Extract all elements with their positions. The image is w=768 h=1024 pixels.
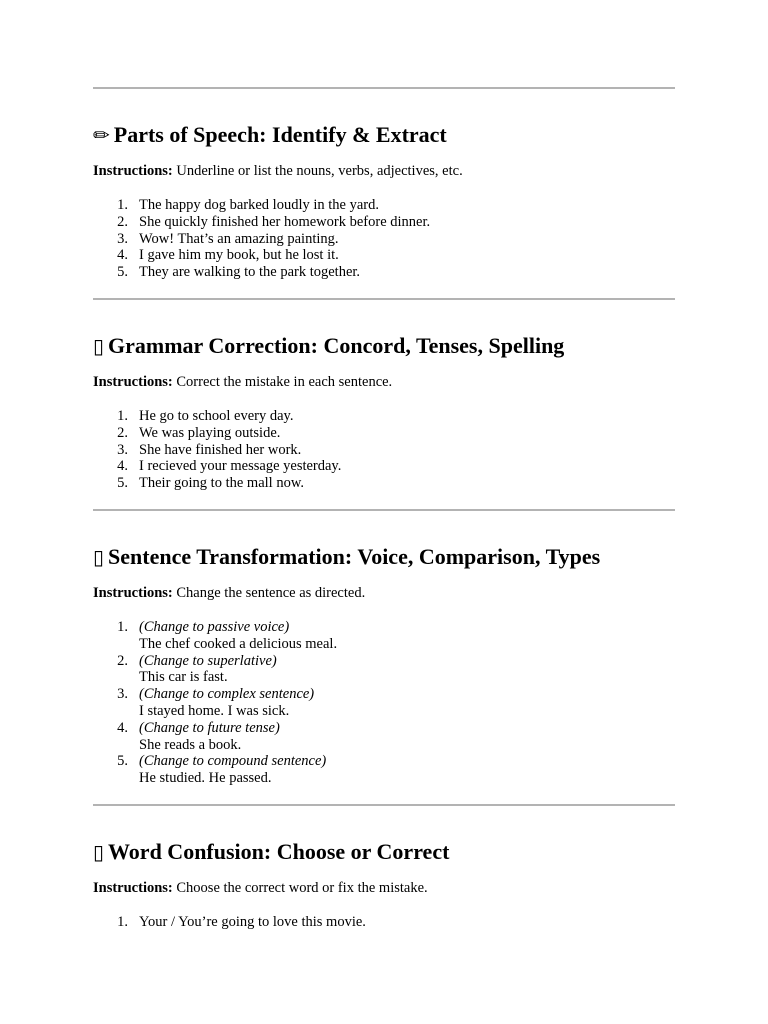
exercise-list	[93, 197, 675, 281]
item-number: 2.	[117, 652, 128, 669]
item-text: Your / You’re going to love this movie.	[139, 913, 366, 930]
section-title-text: Grammar Correction: Concord, Tenses, Spelling	[108, 332, 565, 358]
list-item	[93, 475, 675, 492]
section-instructions	[93, 374, 675, 391]
item-direction: (Change to passive voice)	[139, 618, 290, 635]
list-item	[93, 214, 675, 231]
item-direction: (Change to compound sentence)	[139, 753, 327, 770]
list-item	[93, 653, 675, 687]
item-text: I gave him my book, but he lost it.	[139, 247, 339, 264]
list-item	[93, 197, 675, 214]
placeholder-box-icon: ▯	[93, 841, 105, 864]
section-instructions	[93, 163, 675, 180]
section-title-text: Sentence Transformation: Voice, Comparison, Types	[108, 543, 601, 569]
exercise-list	[93, 408, 675, 492]
item-number: 4.	[117, 247, 128, 264]
section-parts-of-speech	[93, 122, 675, 281]
section-divider	[93, 87, 675, 89]
instructions-text: Correct the mistake in each sentence.	[176, 373, 393, 390]
list-item	[93, 442, 675, 459]
item-number: 5.	[117, 475, 128, 492]
item-text: Their going to the mall now.	[139, 475, 304, 492]
item-number: 4.	[117, 719, 128, 736]
list-item	[93, 458, 675, 475]
item-text: He go to school every day.	[139, 407, 294, 424]
item-text: She quickly finished her homework before dinner.	[139, 213, 431, 230]
worksheet-content	[93, 87, 675, 931]
item-text: Wow! That’s an amazing painting.	[139, 230, 339, 247]
item-number: 1.	[117, 197, 128, 213]
list-item	[93, 264, 675, 281]
section-title	[93, 122, 675, 149]
instructions-text: Choose the correct word or fix the mistake.	[176, 879, 428, 896]
section-title	[93, 839, 675, 866]
item-text: I stayed home. I was sick.	[139, 702, 290, 719]
list-item	[93, 247, 675, 264]
item-number: 3.	[117, 686, 128, 703]
section-sentence-transformation	[93, 544, 675, 787]
item-number: 2.	[117, 213, 128, 230]
item-number: 2.	[117, 424, 128, 441]
item-text: She have finished her work.	[139, 441, 302, 458]
item-text: The chef cooked a delicious meal.	[139, 635, 338, 652]
exercise-list	[93, 914, 675, 931]
placeholder-box-icon: ▯	[93, 546, 105, 569]
item-number: 3.	[117, 230, 128, 247]
item-number: 1.	[117, 618, 128, 635]
section-title-text: Word Confusion: Choose or Correct	[108, 838, 450, 864]
item-text: The happy dog barked loudly in the yard.	[139, 197, 379, 213]
section-instructions	[93, 585, 675, 602]
section-grammar-correction	[93, 333, 675, 492]
instructions-label: Instructions:	[93, 163, 173, 179]
item-text: They are walking to the park together.	[139, 264, 361, 281]
section-divider	[93, 804, 675, 806]
pencil-icon: ✏	[93, 125, 110, 147]
exercise-list	[93, 619, 675, 787]
instructions-label: Instructions:	[93, 584, 173, 601]
instructions-text: Underline or list the nouns, verbs, adjectives, etc.	[176, 163, 463, 179]
list-item	[93, 914, 675, 931]
item-number: 1.	[117, 407, 128, 424]
item-number: 3.	[117, 441, 128, 458]
item-text: I recieved your message yesterday.	[139, 458, 342, 475]
item-direction: (Change to superlative)	[139, 652, 277, 669]
item-direction: (Change to complex sentence)	[139, 686, 315, 703]
list-item	[93, 425, 675, 442]
instructions-label: Instructions:	[93, 879, 173, 896]
list-item	[93, 619, 675, 653]
instructions-text: Change the sentence as directed.	[176, 584, 366, 601]
list-item	[93, 231, 675, 248]
section-instructions	[93, 880, 675, 897]
section-title-text: Parts of Speech: Identify & Extract	[113, 122, 447, 147]
section-title	[93, 544, 675, 571]
item-number: 1.	[117, 913, 128, 930]
list-item	[93, 720, 675, 754]
list-item	[93, 686, 675, 720]
item-text: She reads a book.	[139, 736, 242, 753]
item-text: He studied. He passed.	[139, 770, 272, 787]
instructions-label: Instructions:	[93, 373, 173, 390]
item-number: 5.	[117, 264, 128, 281]
list-item	[93, 753, 675, 787]
item-direction: (Change to future tense)	[139, 719, 280, 736]
section-divider	[93, 298, 675, 300]
item-text: This car is fast.	[139, 669, 228, 686]
item-text: We was playing outside.	[139, 424, 281, 441]
section-divider	[93, 509, 675, 511]
section-title	[93, 333, 675, 360]
item-number: 4.	[117, 458, 128, 475]
section-word-confusion	[93, 839, 675, 931]
placeholder-box-icon: ▯	[93, 335, 105, 358]
list-item	[93, 408, 675, 425]
item-number: 5.	[117, 753, 128, 770]
